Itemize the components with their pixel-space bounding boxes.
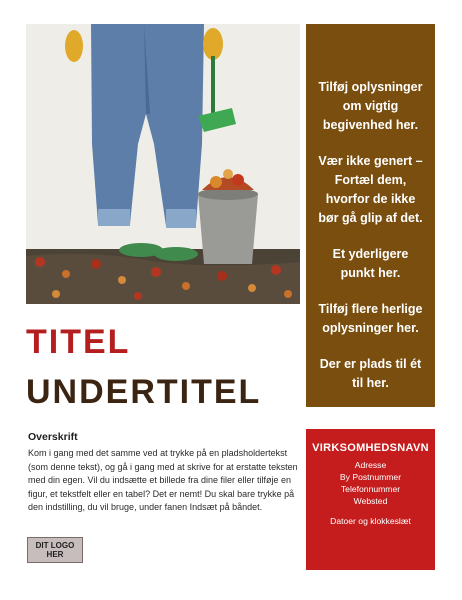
page-title: TITEL bbox=[26, 323, 131, 361]
logo-placeholder[interactable] bbox=[27, 537, 83, 563]
event-info-item: Der er plads til ét til her. bbox=[319, 357, 422, 390]
phone-number: Telefonnummer bbox=[340, 484, 401, 494]
page-subtitle: UNDERTITEL bbox=[26, 373, 262, 411]
logo-label: DIT LOGO HER bbox=[35, 541, 75, 559]
address: Adresse bbox=[354, 460, 387, 470]
event-info-panel bbox=[306, 24, 435, 407]
dates-times: Datoer og klokkeslæt bbox=[330, 516, 411, 526]
event-info-item: Et yderligere punkt her. bbox=[332, 247, 409, 280]
event-info-item: Tilføj flere herlige oplysninger her. bbox=[318, 302, 423, 335]
hero-photo bbox=[26, 24, 300, 304]
section-heading: Overskrift bbox=[28, 431, 78, 443]
contact-panel bbox=[306, 429, 435, 570]
company-name: VIRKSOMHEDSNAVN bbox=[312, 442, 429, 454]
website: Websted bbox=[353, 496, 388, 506]
body-paragraph: Kom i gang med det samme ved at trykke på en pladsholdertekst (som denne tekst), og gå i gang med at skrive for at erstatte teksten med din egen. Vil du indsætte et billede fra dine filer eller tilføje en figur, et tekstfelt eller en tabel? Det er nemt! Du skal bare trykke på den indstilling, du vil bruge, under fanen Indsæt på båndet. bbox=[28, 448, 298, 513]
gardening-photo bbox=[26, 24, 300, 304]
event-info-item: Vær ikke genert – Fortæl dem, hvorfor de ikke bør gå glip af det. bbox=[318, 154, 423, 225]
event-info-item: Tilføj oplysninger om vigtig begivenhed her. bbox=[318, 80, 423, 132]
city-postcode: By Postnummer bbox=[339, 472, 402, 482]
